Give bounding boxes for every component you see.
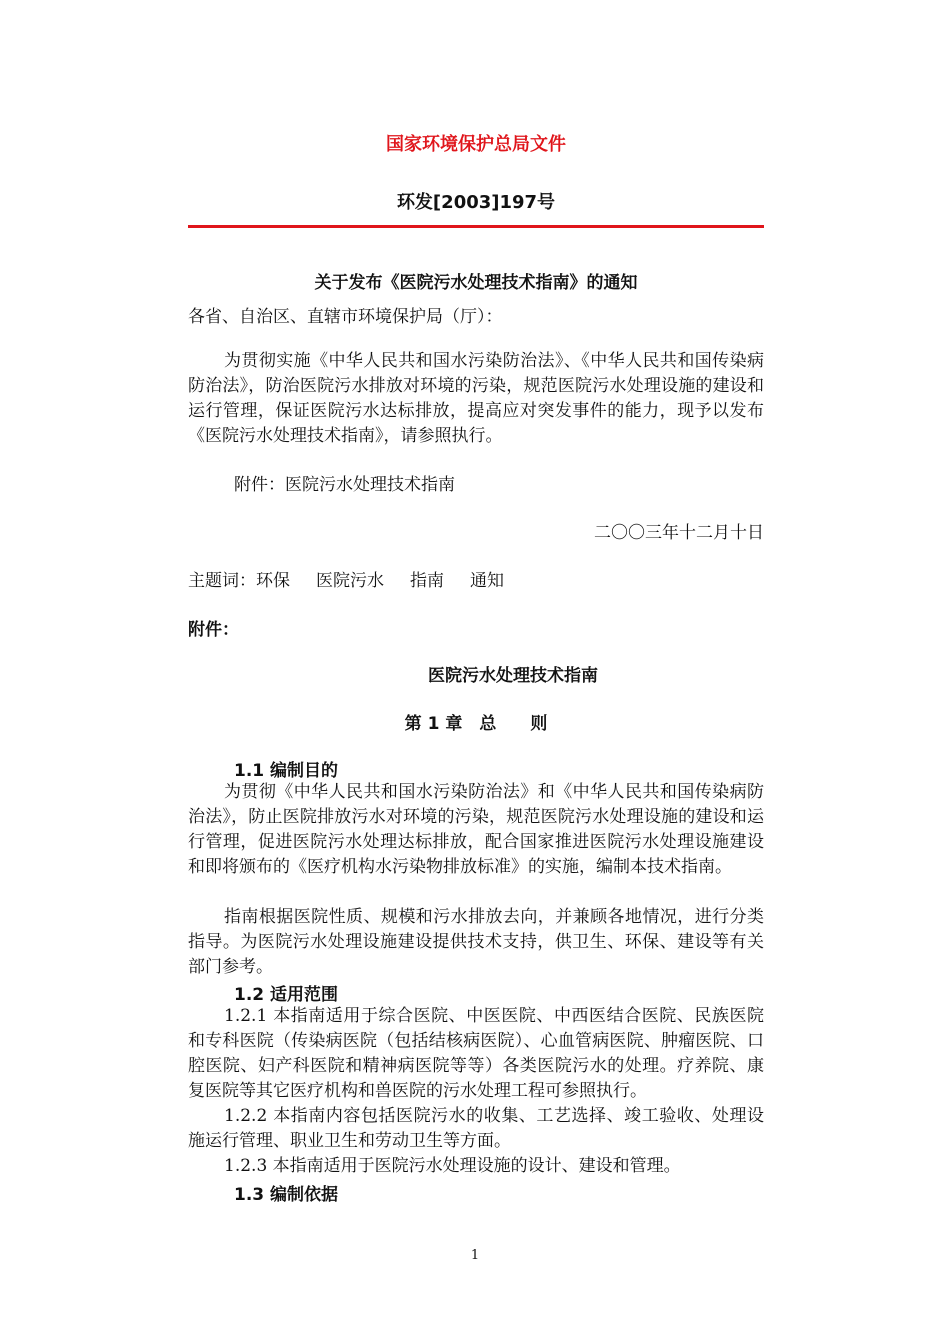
section-heading-1-1: 1.1 编制目的	[234, 761, 339, 781]
notice-body: 为贯彻实施《中华人民共和国水污染防治法》、《中华人民共和国传染病防治法》，防治医院污水排放对环境的污染，规范医院污水处理设施的建设和运行管理，保证医院污水达标排放，提高应对突发事件的能力，现予以发布《医院污水处理技术指南》，请参照执行。	[188, 351, 764, 446]
chapter-heading: 第 1 章 总 则	[404, 714, 548, 734]
section-heading-1-2: 1.2 适用范围	[234, 985, 339, 1005]
keyword: 指南	[410, 571, 444, 591]
section-1-2-1-paragraph: 1.2.1 本指南适用于综合医院、中医医院、中西医结合医院、民族医院和专科医院（传染病医院（包括结核病医院）、心血管病医院、肿瘤医院、口腔医院、妇产科医院和精神病医院等等）各类医院污水的处理。疗养院、康复医院等其它医疗机构和兽医院的污水处理工程可参照执行。	[188, 1006, 764, 1101]
attachment-label: 附件：	[188, 620, 239, 640]
notice-attachment-line: 附件：医院污水处理技术指南	[234, 475, 455, 495]
keywords-row	[188, 566, 530, 591]
keyword: 环保	[256, 571, 290, 591]
section-1-2-2-paragraph: 1.2.2 本指南内容包括医院污水的收集、工艺选择、竣工验收、处理设施运行管理、职业卫生和劳动卫生等方面。	[188, 1106, 764, 1151]
keyword: 通知	[470, 571, 504, 591]
keyword: 医院污水	[316, 571, 384, 591]
section-1-1-paragraph-1: 为贯彻《中华人民共和国水污染防治法》和《中华人民共和国传染病防治法》，防止医院排放污水对环境的污染，规范医院污水处理设施的建设和运行管理，促进医院污水处理达标排放，配合国家推进医院污水处理设施建设和即将颁布的《医疗机构水污染物排放标准》的实施，编制本技术指南。	[188, 782, 764, 877]
notice-addressee: 各省、自治区、直辖市环境保护局（厅）：	[188, 307, 503, 327]
notice-date: 二〇〇三年十二月十日	[594, 523, 764, 543]
issuer-title: 国家环境保护总局文件	[386, 134, 566, 155]
red-divider-line	[188, 225, 764, 228]
section-1-1-paragraph-2: 指南根据医院性质、规模和污水排放去向，并兼顾各地情况，进行分类指导。为医院污水处理设施建设提供技术支持，供卫生、环保、建设等有关部门参考。	[188, 907, 764, 977]
section-1-2-3-paragraph: 1.2.3 本指南适用于医院污水处理设施的设计、建设和管理。	[224, 1156, 681, 1176]
document-number: 环发[2003]197号	[396, 192, 556, 213]
keywords-label: 主题词：	[188, 571, 256, 591]
notice-title: 关于发布《医院污水处理技术指南》的通知	[314, 273, 638, 293]
page-number: 1	[470, 1248, 480, 1263]
section-heading-1-3: 1.3 编制依据	[234, 1185, 339, 1205]
attachment-title: 医院污水处理技术指南	[428, 666, 598, 686]
